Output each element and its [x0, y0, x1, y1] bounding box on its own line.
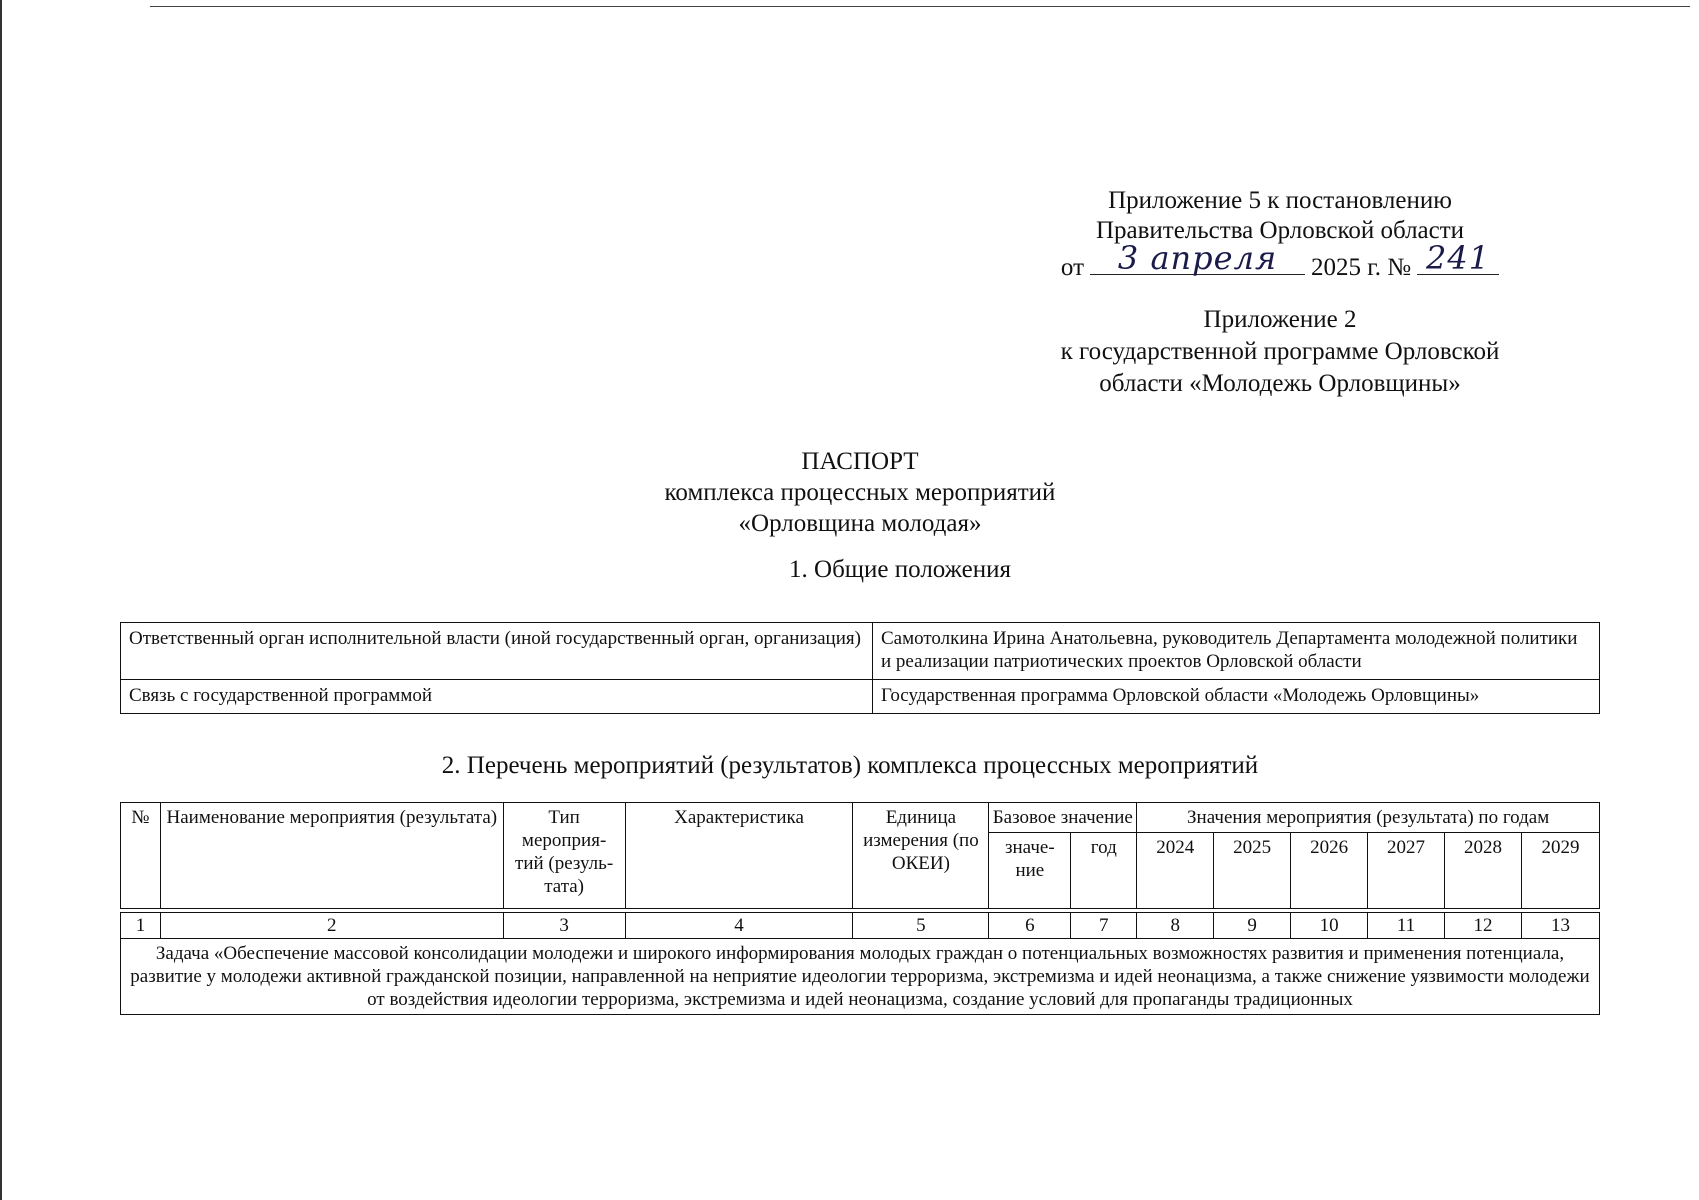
- responsible-body-value: Самотолкина Ирина Анатольевна, руководитель Департамента молодежной политики и реализации патриотических проектов Орловской области: [873, 623, 1600, 680]
- col-header-year: 2027: [1368, 833, 1445, 909]
- section-2-heading: 2. Перечень мероприятий (результатов) комплекса процессных мероприятий: [441, 752, 1259, 779]
- col-header-base: Базовое значение: [989, 803, 1137, 833]
- appendix-header: [1000, 304, 1560, 400]
- appendix-line-2: к государственной программе Орловской: [1060, 338, 1500, 365]
- date-blank: [1090, 239, 1305, 277]
- column-number: 10: [1291, 913, 1368, 939]
- appendix-line-1: Приложение 2: [1203, 306, 1357, 333]
- handwritten-number: 241: [1426, 239, 1491, 277]
- program-link-value: Государственная программа Орловской области «Молодежь Орловщины»: [873, 680, 1600, 714]
- column-number: 11: [1368, 913, 1445, 939]
- column-number: 3: [503, 913, 625, 939]
- responsible-body-label: Ответственный орган исполнительной власти (иной государственный орган, организация): [121, 623, 873, 680]
- scan-top-border: [150, 6, 1690, 7]
- column-number: 12: [1445, 913, 1522, 939]
- col-header-name: Наименование мероприятия (результата): [160, 803, 503, 909]
- header-row-1: [121, 803, 1600, 833]
- table-row: [121, 623, 1600, 680]
- task-text: Задача «Обеспечение массовой консолидации молодежи и широкого информирования молодых граждан о потенциальных возможностях развития и применения потенциала, развитие у молодежи активной гражданской позиции, направленной на неприятие идеологии терроризма, экстремизма и идей неонацизма, а также снижение уязвимости молодежи от воздействия идеологии терроризма, экстремизма и идей неонацизма, создание условий для пропаганды традиционных: [121, 939, 1600, 1015]
- col-header-unit: Единица измерения (по ОКЕИ): [853, 803, 989, 909]
- header-date-line: [1000, 239, 1560, 283]
- col-header-year: 2029: [1521, 833, 1599, 909]
- date-prefix: от: [1060, 254, 1085, 281]
- general-provisions-table: [120, 622, 1600, 714]
- handwritten-date: 3 апреля: [1117, 239, 1278, 277]
- measures-table: [120, 802, 1600, 1015]
- column-number-row: [121, 913, 1600, 939]
- column-number: 4: [625, 913, 853, 939]
- column-number: 8: [1137, 913, 1214, 939]
- col-header-type: Тип мероприя- тий (резуль- тата): [503, 803, 625, 909]
- task-row: [121, 939, 1600, 1015]
- col-header-characteristic: Характеристика: [625, 803, 853, 909]
- column-number: 7: [1071, 913, 1137, 939]
- program-link-label: Связь с государственной программой: [121, 680, 873, 714]
- appendix-line-3: области «Молодежь Орловщины»: [1099, 370, 1461, 397]
- title-line-2: комплекса процессных мероприятий: [664, 479, 1056, 506]
- document-title: [560, 446, 1160, 539]
- column-number: 9: [1214, 913, 1291, 939]
- header-line-1: Приложение 5 к постановлению: [1108, 187, 1452, 214]
- scan-left-edge: [0, 0, 2, 1200]
- col-header-year: 2028: [1445, 833, 1522, 909]
- col-header-base-year: год: [1071, 833, 1137, 909]
- number-blank: [1417, 239, 1499, 277]
- title-line-1: ПАСПОРТ: [801, 448, 919, 475]
- column-number: 2: [160, 913, 503, 939]
- col-header-no: №: [121, 803, 161, 909]
- section-1-heading: 1. Общие положения: [789, 556, 1011, 583]
- header-line-2: Правительства Орловской области: [1095, 217, 1465, 244]
- column-number: 5: [853, 913, 989, 939]
- table-row: [121, 680, 1600, 714]
- title-line-3: «Орловщина молодая»: [738, 510, 982, 537]
- column-number: 6: [989, 913, 1071, 939]
- resolution-header: [1000, 186, 1560, 283]
- year-text: 2025 г. №: [1311, 254, 1412, 281]
- col-header-year: 2024: [1137, 833, 1214, 909]
- col-header-year: 2026: [1291, 833, 1368, 909]
- col-header-year: 2025: [1214, 833, 1291, 909]
- column-number: 1: [121, 913, 161, 939]
- col-header-base-value: значе- ние: [989, 833, 1071, 909]
- column-number: 13: [1521, 913, 1599, 939]
- col-header-by-years: Значения мероприятия (результата) по годам: [1137, 803, 1600, 833]
